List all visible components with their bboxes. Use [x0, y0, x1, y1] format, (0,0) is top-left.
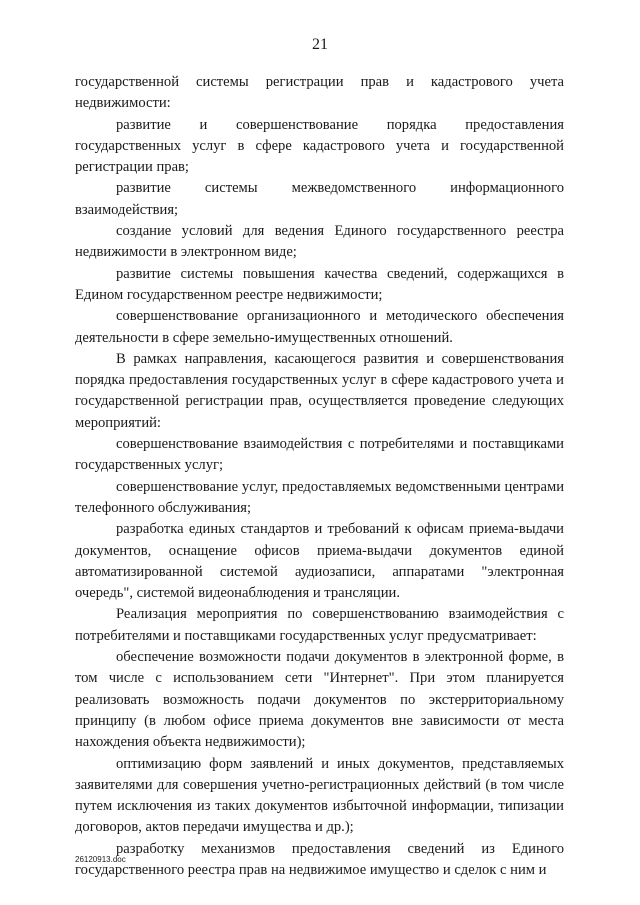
paragraph: совершенствование услуг, предоставляемых ведомственными центрами телефонного обслуживания;	[75, 478, 564, 516]
page-number: 21	[312, 36, 328, 53]
paragraph: совершенствование взаимодействия с потребителями и поставщиками государственных услуг;	[75, 436, 564, 474]
paragraph: разработка единых стандартов и требований к офисам приема-выдачи документов, оснащение офисов приема-выдачи документов единой автоматизированной системой аудиозаписи, аппаратами "электронная очередь", системой видеонаблюдения и трансляции.	[75, 521, 564, 602]
paragraph: государственной системы регистрации прав и кадастрового учета недвижимости:	[75, 74, 564, 112]
paragraph: развитие системы повышения качества сведений, содержащихся в Едином государственном реестре недвижимости;	[75, 265, 564, 303]
paragraph: разработку механизмов предоставления сведений из Единого государственного реестра прав на недвижимое имущество и сделок с ним и	[75, 840, 564, 878]
document-body	[75, 72, 564, 881]
paragraph: обеспечение возможности подачи документов в электронной форме, в том числе с использованием сети "Интернет". При этом планируется реализовать возможность подачи документов по экстерриториальному принципу (в любом офисе приема документов вне зависимости от места нахождения объекта недвижимости);	[75, 649, 564, 751]
paragraph: оптимизацию форм заявлений и иных документов, представляемых заявителями для совершения учетно-регистрационных действий (в том числе путем исключения из таких документов избыточной информации, типизации договоров, актов передачи имущества и др.);	[75, 755, 564, 836]
paragraph: создание условий для ведения Единого государственного реестра недвижимости в электронном виде;	[75, 223, 564, 261]
paragraph: развитие и совершенствование порядка предоставления государственных услуг в сфере кадастрового учета и государственной регистрации прав;	[75, 116, 564, 176]
paragraph: В рамках направления, касающегося развития и совершенствования порядка предоставления государственных услуг в сфере кадастрового учета и государственной регистрации прав, осуществляется проведение следующих мероприятий:	[75, 350, 564, 431]
paragraph: совершенствование организационного и методического обеспечения деятельности в сфере земельно-имущественных отношений.	[75, 308, 564, 346]
paragraph: развитие системы межведомственного информационного взаимодействия;	[75, 180, 564, 218]
paragraph: Реализация мероприятия по совершенствованию взаимодействия с потребителями и поставщиками государственных услуг предусматривает:	[75, 606, 564, 644]
document-file-code: 26120913.doc	[75, 855, 126, 864]
